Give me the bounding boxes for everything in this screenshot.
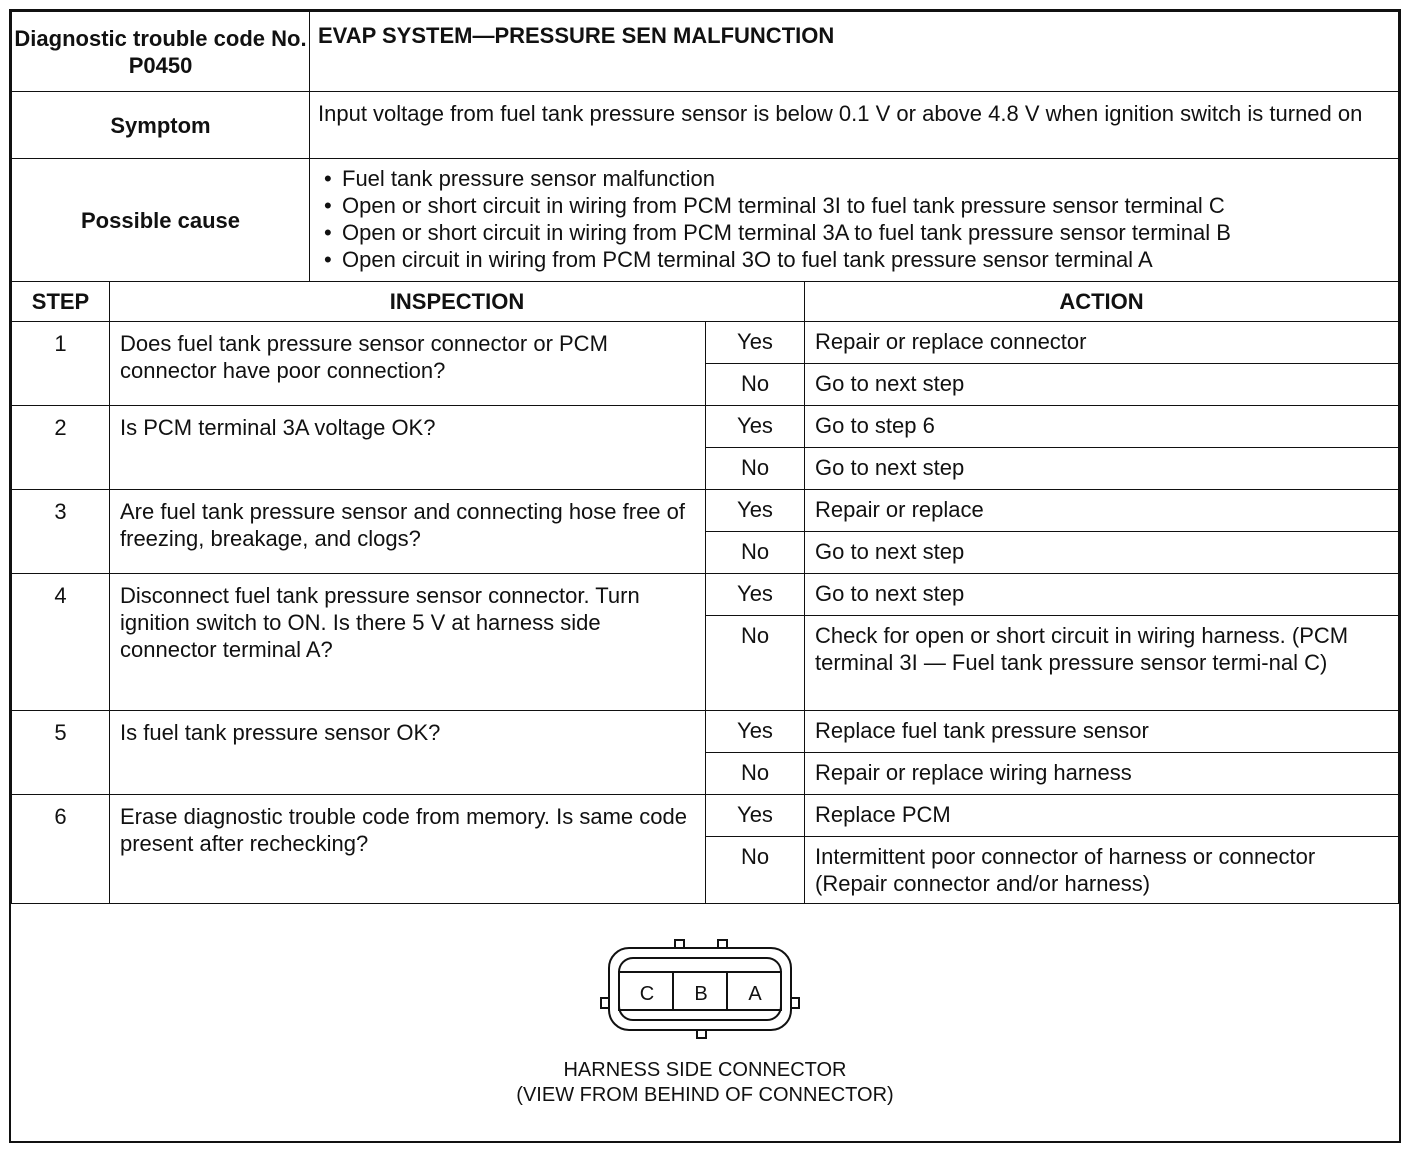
possible-cause-label: Possible cause <box>12 159 310 282</box>
yes-action: Replace PCM <box>805 795 1399 837</box>
yes-label: Yes <box>706 711 805 753</box>
step-number: 4 <box>12 574 110 711</box>
table-row <box>12 322 1399 364</box>
connector-tab <box>675 940 684 948</box>
connector-caption-title: HARNESS SIDE CONNECTOR <box>563 1059 847 1081</box>
cause-item: • Open or short circuit in wiring from PCM terminal 3I to fuel tank pressure sensor terminal C <box>318 192 1390 219</box>
diagnostic-sheet <box>9 9 1401 1143</box>
connector-tab <box>601 998 609 1008</box>
no-action: Go to next step <box>805 448 1399 490</box>
inspection-text: Is PCM terminal 3A voltage OK? <box>110 406 706 490</box>
yes-action: Repair or replace <box>805 490 1399 532</box>
yes-action: Go to next step <box>805 574 1399 616</box>
no-label: No <box>706 837 805 904</box>
symptom-text: Input voltage from fuel tank pressure sensor is below 0.1 V or above 4.8 V when ignition switch is turned on <box>310 92 1399 159</box>
table-row <box>12 406 1399 448</box>
step-number: 6 <box>12 795 110 904</box>
steps-table <box>11 281 1399 904</box>
inspection-text: Is fuel tank pressure sensor OK? <box>110 711 706 795</box>
action-column-header: ACTION <box>805 282 1399 322</box>
yes-label: Yes <box>706 574 805 616</box>
no-label: No <box>706 532 805 574</box>
table-row <box>12 711 1399 753</box>
connector-tab <box>791 998 799 1008</box>
no-action: Intermittent poor connector of harness or connector (Repair connector and/or harness) <box>805 837 1399 904</box>
no-action: Go to next step <box>805 532 1399 574</box>
connector-caption-subtitle: (VIEW FROM BEHIND OF CONNECTOR) <box>516 1084 894 1106</box>
cause-item: • Fuel tank pressure sensor malfunction <box>318 165 1390 192</box>
step-number: 3 <box>12 490 110 574</box>
table-row <box>12 490 1399 532</box>
yes-action: Replace fuel tank pressure sensor <box>805 711 1399 753</box>
cause-item: • Open or short circuit in wiring from PCM terminal 3A to fuel tank pressure sensor terminal B <box>318 219 1390 246</box>
no-action: Repair or replace wiring harness <box>805 753 1399 795</box>
no-label: No <box>706 753 805 795</box>
connector-diagram <box>11 904 1399 1142</box>
terminal-a-label: A <box>748 983 762 1005</box>
no-label: No <box>706 448 805 490</box>
no-action: Go to next step <box>805 364 1399 406</box>
inspection-text: Erase diagnostic trouble code from memory. Is same code present after rechecking? <box>110 795 706 904</box>
yes-label: Yes <box>706 490 805 532</box>
dtc-header-table <box>11 11 1399 282</box>
step-column-header: STEP <box>12 282 110 322</box>
dtc-title: EVAP SYSTEM—PRESSURE SEN MALFUNCTION <box>310 12 1399 92</box>
step-number: 5 <box>12 711 110 795</box>
no-action: Check for open or short circuit in wiring harness. (PCM terminal 3I — Fuel tank pressure sensor termi-nal C) <box>805 616 1399 711</box>
terminal-c-label: C <box>639 983 655 1005</box>
terminal-b-label: B <box>694 983 708 1005</box>
step-number: 2 <box>12 406 110 490</box>
inspection-column-header: INSPECTION <box>110 282 805 322</box>
dtc-code-label: Diagnostic trouble code No. P0450 <box>12 12 310 92</box>
yes-label: Yes <box>706 406 805 448</box>
connector-tab <box>697 1030 706 1038</box>
yes-action: Go to step 6 <box>805 406 1399 448</box>
no-label: No <box>706 616 805 711</box>
step-number: 1 <box>12 322 110 406</box>
no-label: No <box>706 364 805 406</box>
connector-tab <box>718 940 727 948</box>
yes-label: Yes <box>706 322 805 364</box>
harness-connector-illustration <box>11 904 1399 1064</box>
table-row <box>12 795 1399 837</box>
inspection-text: Disconnect fuel tank pressure sensor connector. Turn ignition switch to ON. Is there 5 V at harness side connector terminal A? <box>110 574 706 711</box>
symptom-label: Symptom <box>12 92 310 159</box>
table-row <box>12 574 1399 616</box>
cause-item: • Open circuit in wiring from PCM terminal 3O to fuel tank pressure sensor terminal A <box>318 246 1390 273</box>
inspection-text: Are fuel tank pressure sensor and connecting hose free of freezing, breakage, and clogs? <box>110 490 706 574</box>
yes-label: Yes <box>706 795 805 837</box>
yes-action: Repair or replace connector <box>805 322 1399 364</box>
possible-cause-list <box>310 159 1399 282</box>
inspection-text: Does fuel tank pressure sensor connector or PCM connector have poor connection? <box>110 322 706 406</box>
